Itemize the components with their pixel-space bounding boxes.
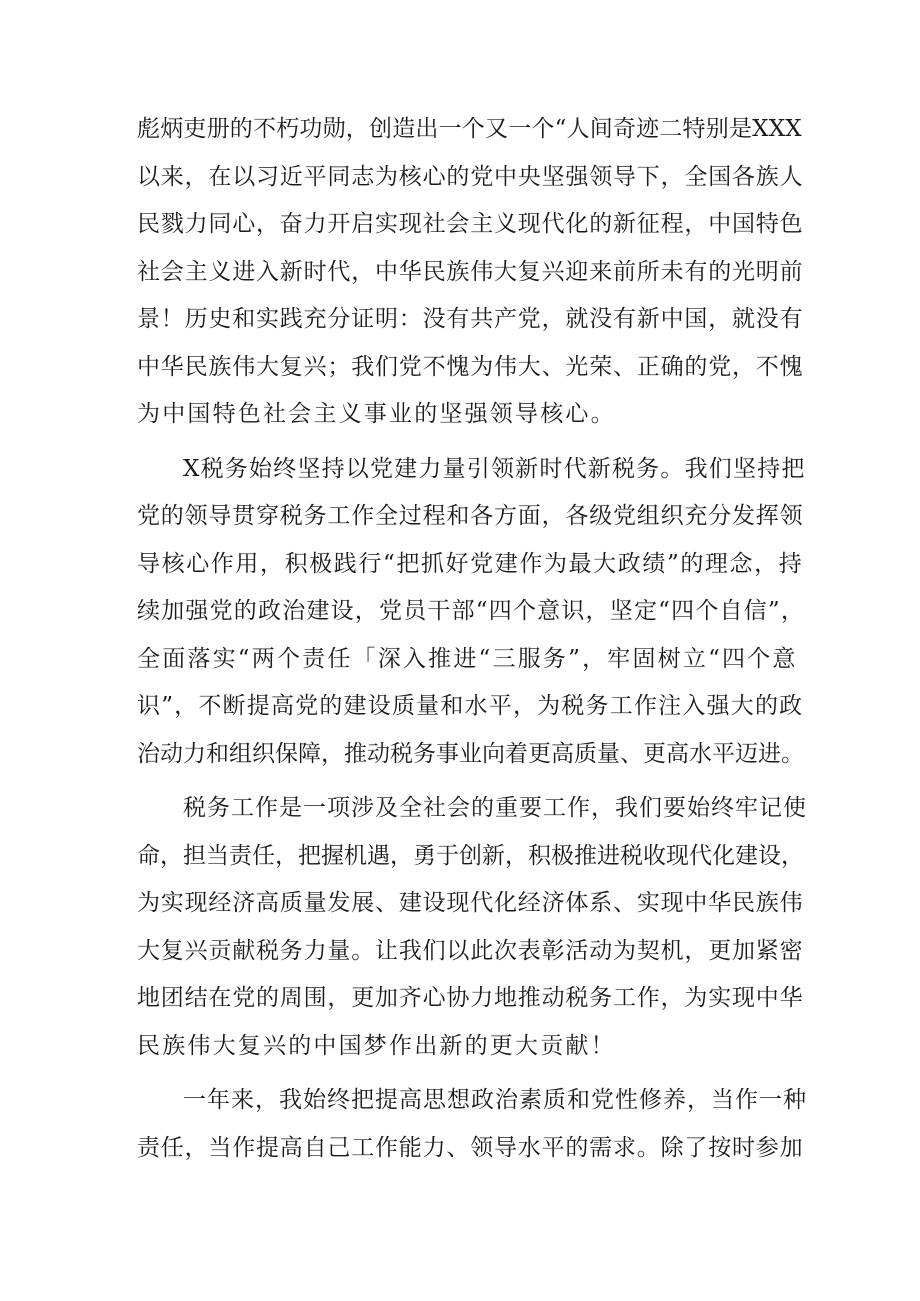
paragraph-line: 党的领导贯穿税务工作全过程和各方面，各级党组织充分发挥领 <box>137 503 804 529</box>
paragraph-line: 以来，在以习近平同志为核心的党中央坚强领导下，全国各族人 <box>137 163 804 190</box>
paragraph-line: 治动力和组织保障，推动税务事业向着更高质量、更高水平迈进。 <box>137 740 804 767</box>
paragraph-line: 导核心作用，积极践行“把抓好党建作为最大政绩”的理念，持 <box>137 550 804 577</box>
paragraph-line: X税务始终坚持以党建力量引领新时代新税务。我们坚持把 <box>183 455 806 482</box>
paragraph-line: 地团结在党的周围，更加齐心协力地推动税务工作，为实现中华 <box>137 985 804 1011</box>
paragraph-line: 一年来，我始终把提高思想政治素质和党性修养，当作一种 <box>183 1087 807 1113</box>
paragraph-line: 民族伟大复兴的中国梦作出新的更大贡献！ <box>137 1032 616 1059</box>
paragraph-line: 为实现经济高质量发展、建设现代化经济体系、实现中华民族伟 <box>137 890 804 916</box>
paragraph-3 <box>137 785 807 1070</box>
paragraph-line: 责任，当作提高自己工作能力、领导水平的需求。除了按时参加 <box>137 1134 804 1161</box>
paragraph-line: 全面落实“两个责任「深入推进“三服务”，牢固树立“四个意 <box>137 645 798 672</box>
paragraph-line: 社会主义进入新时代，中华民族伟大复兴迎来前所未有的光明前 <box>137 258 804 285</box>
paragraph-line: 识”，不断提高党的建设质量和水平，为税务工作注入强大的政 <box>137 693 804 719</box>
paragraph-line: 大复兴贡献税务力量。让我们以此次表彰活动为契机，更加紧密 <box>137 937 804 964</box>
paragraph-2 <box>137 446 807 779</box>
paragraph-line: 景！历史和实践充分证明：没有共产党，就没有新中国，就没有 <box>137 306 804 332</box>
paragraph-line: 命，担当责任，把握机遇，勇于创新，积极推进税收现代化建设， <box>137 842 804 869</box>
paragraph-line: 中华民族伟大复兴；我们党不愧为伟大、光荣、正确的党，不愧 <box>137 353 804 380</box>
paragraph-1 <box>137 106 807 439</box>
paragraph-4 <box>137 1077 807 1172</box>
paragraph-line: 税务工作是一项涉及全社会的重要工作，我们要始终牢记使 <box>183 795 807 821</box>
paragraph-line: 续加强党的政治建设，党员干部“四个意识，坚定“四个自信”， <box>137 598 806 624</box>
paragraph-line: 为中国特色社会主义事业的坚强领导核心。 <box>137 401 616 427</box>
document-body <box>137 106 807 1172</box>
paragraph-line: 彪炳吏册的不朽功勋，创造出一个又一个“人间奇迹二特别是XXX <box>137 116 802 142</box>
paragraph-line: 民戮力同心，奋力开启实现社会主义现代化的新征程，中国特色 <box>137 211 804 237</box>
